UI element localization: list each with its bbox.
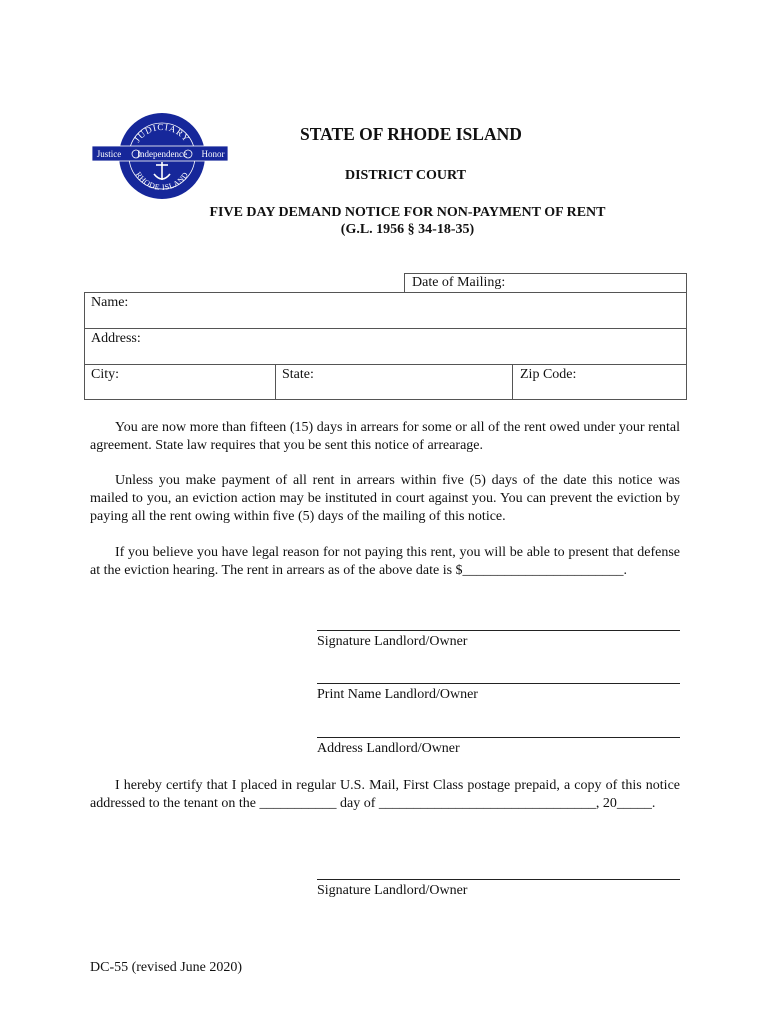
paragraph-eviction-warning: Unless you make payment of all rent in arrears within five (5) days of the date this notice was mailed to you, an eviction action may be instituted in court against you. You can prevent the eviction by paying all the rent owing within five (5) days of the mailing of this notice. bbox=[90, 473, 680, 524]
seal-banner-independence: Independence bbox=[137, 149, 187, 159]
zip-code-label: Zip Code: bbox=[520, 367, 577, 382]
signature-line-1[interactable] bbox=[317, 630, 680, 631]
state-label: State: bbox=[282, 367, 314, 382]
form-number: DC-55 (revised June 2020) bbox=[90, 960, 243, 975]
name-field[interactable] bbox=[84, 292, 687, 329]
address-field[interactable] bbox=[84, 328, 687, 365]
seal-banner-justice: Justice bbox=[96, 149, 122, 159]
city-field[interactable] bbox=[84, 364, 276, 400]
seal-top-text: JUDICIARY bbox=[131, 121, 192, 145]
paragraph-arrears: You are now more than fifteen (15) days in arrears for some or all of the rent owed under your rental agreement. State law requires that you be sent this notice of arrearage. bbox=[90, 420, 680, 453]
seal-banner-honor: Honor bbox=[201, 149, 225, 159]
judiciary-seal bbox=[92, 110, 228, 200]
date-of-mailing-label: Date of Mailing: bbox=[412, 275, 506, 290]
state-field[interactable] bbox=[275, 364, 513, 400]
signature-landlord-label-2: Signature Landlord/Owner bbox=[317, 883, 468, 898]
notice-title bbox=[190, 204, 625, 238]
signature-landlord-label: Signature Landlord/Owner bbox=[317, 634, 468, 649]
paragraph-defense: If you believe you have legal reason for not paying this rent, you will be able to present that defense at the eviction hearing. The rent in arrears as of the above date is $_______________________. bbox=[90, 545, 680, 578]
name-label: Name: bbox=[91, 295, 129, 310]
page-title: STATE OF RHODE ISLAND bbox=[300, 124, 522, 144]
zip-code-field[interactable] bbox=[512, 364, 687, 400]
print-name-line[interactable] bbox=[317, 683, 680, 684]
court-name: DISTRICT COURT bbox=[345, 168, 467, 183]
notice-title-line: FIVE DAY DEMAND NOTICE FOR NON-PAYMENT OF RENT bbox=[209, 205, 606, 220]
landlord-address-line[interactable] bbox=[317, 737, 680, 738]
signature-line-2[interactable] bbox=[317, 879, 680, 880]
seal-bottom-text: RHODE ISLAND bbox=[133, 170, 191, 193]
date-of-mailing-field[interactable] bbox=[404, 273, 687, 293]
address-label: Address: bbox=[91, 331, 141, 346]
landlord-address-label: Address Landlord/Owner bbox=[317, 741, 460, 756]
certification-paragraph: I hereby certify that I placed in regular U.S. Mail, First Class postage prepaid, a copy of this notice addressed to the tenant on the ___________ day of _______________________________, 20_____. bbox=[90, 778, 680, 811]
print-name-label: Print Name Landlord/Owner bbox=[317, 687, 478, 702]
city-label: City: bbox=[91, 367, 120, 382]
statute-reference: (G.L. 1956 § 34-18-35) bbox=[340, 222, 475, 237]
